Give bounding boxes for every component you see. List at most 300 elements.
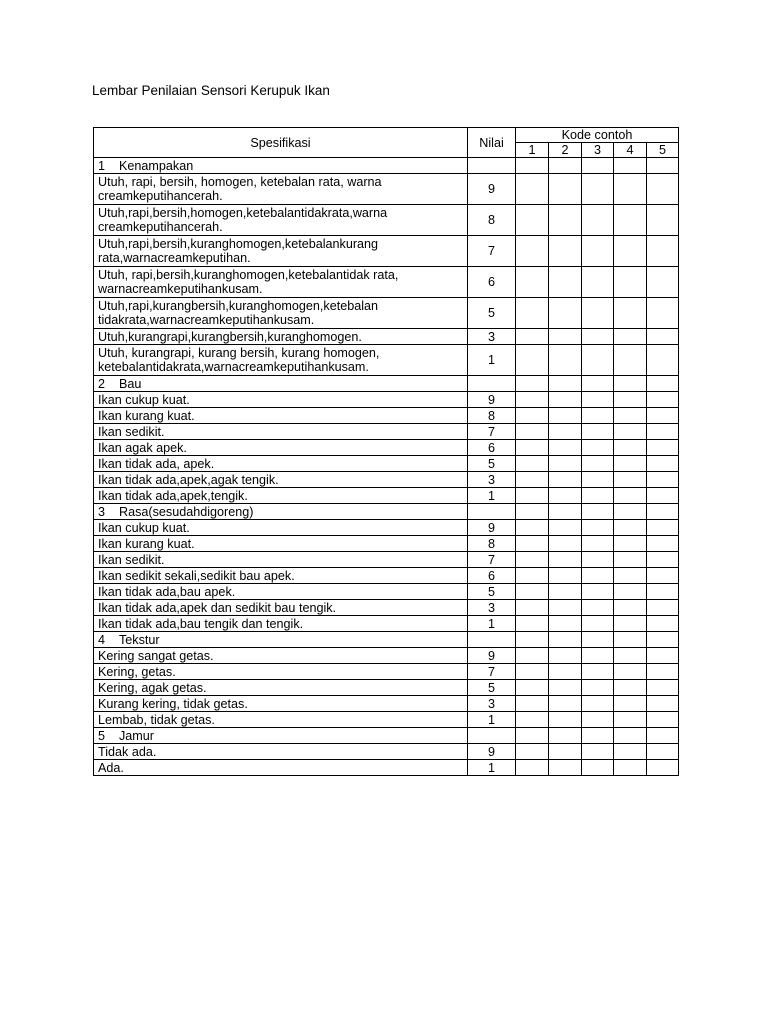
- spec-line: Utuh, rapi, bersih, homogen, ketebalan rata, warna: [98, 175, 382, 189]
- score-cell-kode-4[interactable]: [614, 472, 647, 488]
- sensory-evaluation-table: [93, 127, 679, 776]
- section-score-cell-1: [516, 504, 549, 520]
- spec-cell: [94, 760, 468, 776]
- score-cell-kode-3[interactable]: [582, 680, 614, 696]
- score-cell-kode-2[interactable]: [549, 488, 582, 504]
- spec-line: Lembab, tidak getas.: [98, 712, 215, 727]
- section-score-cell-1: [516, 728, 549, 744]
- score-cell-kode-1[interactable]: [516, 584, 549, 600]
- score-cell-kode-3[interactable]: [582, 568, 614, 584]
- nilai-cell: 3: [468, 329, 516, 345]
- score-cell-kode-2[interactable]: [549, 584, 582, 600]
- score-cell-kode-4[interactable]: [614, 174, 647, 205]
- table-row: [94, 329, 679, 345]
- score-cell-kode-3[interactable]: [582, 456, 614, 472]
- score-cell-kode-3[interactable]: [582, 584, 614, 600]
- score-cell-kode-5[interactable]: [647, 267, 679, 298]
- section-nilai-cell: [468, 158, 516, 174]
- score-cell-kode-4[interactable]: [614, 205, 647, 236]
- score-cell-kode-2[interactable]: [549, 236, 582, 267]
- score-cell-kode-2[interactable]: [549, 744, 582, 760]
- header-kode-contoh: Kode contoh: [516, 128, 679, 143]
- score-cell-kode-3[interactable]: [582, 424, 614, 440]
- nilai-cell: 7: [468, 236, 516, 267]
- score-cell-kode-5[interactable]: [647, 712, 679, 728]
- header-spesifikasi: Spesifikasi: [94, 128, 468, 158]
- score-cell-kode-1[interactable]: [516, 680, 549, 696]
- table-row: [94, 600, 679, 616]
- score-cell-kode-3[interactable]: [582, 345, 614, 376]
- score-cell-kode-5[interactable]: [647, 298, 679, 329]
- score-cell-kode-1[interactable]: [516, 392, 549, 408]
- score-cell-kode-5[interactable]: [647, 584, 679, 600]
- score-cell-kode-1[interactable]: [516, 744, 549, 760]
- score-cell-kode-5[interactable]: [647, 536, 679, 552]
- section-nilai-cell: [468, 376, 516, 392]
- section-row: [94, 728, 679, 744]
- score-cell-kode-5[interactable]: [647, 236, 679, 267]
- score-cell-kode-4[interactable]: [614, 552, 647, 568]
- score-cell-kode-1[interactable]: [516, 520, 549, 536]
- score-cell-kode-5[interactable]: [647, 424, 679, 440]
- score-cell-kode-2[interactable]: [549, 520, 582, 536]
- section-name: Kenampakan: [119, 158, 194, 173]
- nilai-cell: 6: [468, 267, 516, 298]
- score-cell-kode-2[interactable]: [549, 205, 582, 236]
- spec-line: Ikan tidak ada,apek dan sedikit bau tengik.: [98, 600, 337, 615]
- score-cell-kode-4[interactable]: [614, 696, 647, 712]
- table-row: [94, 584, 679, 600]
- score-cell-kode-2[interactable]: [549, 267, 582, 298]
- section-row: [94, 504, 679, 520]
- section-score-cell-4: [614, 158, 647, 174]
- spec-cell: [94, 456, 468, 472]
- score-cell-kode-5[interactable]: [647, 345, 679, 376]
- section-score-cell-5: [647, 504, 679, 520]
- spec-line: Utuh,kurangrapi,kurangbersih,kuranghomogen.: [98, 329, 362, 344]
- score-cell-kode-3[interactable]: [582, 664, 614, 680]
- spec-cell: [94, 205, 468, 236]
- section-nilai-cell: [468, 728, 516, 744]
- section-score-cell-1: [516, 376, 549, 392]
- section-score-cell-1: [516, 158, 549, 174]
- score-cell-kode-4[interactable]: [614, 568, 647, 584]
- table-row: [94, 744, 679, 760]
- score-cell-kode-3[interactable]: [582, 236, 614, 267]
- nilai-cell: 8: [468, 408, 516, 424]
- table-row: [94, 267, 679, 298]
- section-score-cell-5: [647, 158, 679, 174]
- score-cell-kode-1[interactable]: [516, 267, 549, 298]
- spec-line: ketebalantidakrata,warnacreamkeputihankusam.: [98, 360, 369, 374]
- score-cell-kode-5[interactable]: [647, 174, 679, 205]
- table-row: [94, 456, 679, 472]
- section-score-cell-5: [647, 728, 679, 744]
- score-cell-kode-4[interactable]: [614, 536, 647, 552]
- spec-cell: [94, 712, 468, 728]
- section-title: [94, 376, 468, 392]
- section-score-cell-4: [614, 632, 647, 648]
- score-cell-kode-4[interactable]: [614, 616, 647, 632]
- table-row: [94, 712, 679, 728]
- score-cell-kode-2[interactable]: [549, 424, 582, 440]
- score-cell-kode-5[interactable]: [647, 520, 679, 536]
- nilai-cell: 9: [468, 648, 516, 664]
- score-cell-kode-4[interactable]: [614, 456, 647, 472]
- score-cell-kode-3[interactable]: [582, 648, 614, 664]
- section-name: Rasa(sesudahdigoreng): [119, 504, 254, 519]
- nilai-cell: 3: [468, 696, 516, 712]
- spec-line: tidakrata,warnacreamkeputihankusam.: [98, 313, 315, 327]
- section-score-cell-4: [614, 728, 647, 744]
- score-cell-kode-2[interactable]: [549, 174, 582, 205]
- section-score-cell-5: [647, 376, 679, 392]
- spec-line: Tidak ada.: [98, 744, 157, 759]
- score-cell-kode-4[interactable]: [614, 329, 647, 345]
- section-score-cell-3: [582, 504, 614, 520]
- header-kode-3: 3: [582, 143, 614, 158]
- section-number: 4: [98, 632, 106, 647]
- score-cell-kode-3[interactable]: [582, 392, 614, 408]
- score-cell-kode-3[interactable]: [582, 440, 614, 456]
- spec-line: Kering sangat getas.: [98, 648, 214, 663]
- score-cell-kode-1[interactable]: [516, 345, 549, 376]
- score-cell-kode-2[interactable]: [549, 760, 582, 776]
- spec-line: Ikan sedikit.: [98, 552, 165, 567]
- table-row: [94, 760, 679, 776]
- table-row: [94, 298, 679, 329]
- spec-line: rata,warnacreamkeputihan.: [98, 251, 251, 265]
- score-cell-kode-2[interactable]: [549, 440, 582, 456]
- table-row: [94, 205, 679, 236]
- nilai-cell: 3: [468, 600, 516, 616]
- score-cell-kode-1[interactable]: [516, 472, 549, 488]
- spec-line: Ikan agak apek.: [98, 440, 187, 455]
- score-cell-kode-1[interactable]: [516, 174, 549, 205]
- header-kode-5: 5: [647, 143, 679, 158]
- spec-line: Utuh,rapi,bersih,kuranghomogen,ketebalankurang: [98, 237, 379, 251]
- section-title: [94, 504, 468, 520]
- section-score-cell-3: [582, 158, 614, 174]
- score-cell-kode-2[interactable]: [549, 329, 582, 345]
- score-cell-kode-2[interactable]: [549, 712, 582, 728]
- nilai-cell: 8: [468, 205, 516, 236]
- table-row: [94, 440, 679, 456]
- spec-line: warnacreamkeputihankusam.: [98, 282, 263, 296]
- nilai-cell: 1: [468, 488, 516, 504]
- nilai-cell: 5: [468, 456, 516, 472]
- score-cell-kode-5[interactable]: [647, 648, 679, 664]
- table-row: [94, 392, 679, 408]
- score-cell-kode-2[interactable]: [549, 392, 582, 408]
- nilai-cell: 7: [468, 664, 516, 680]
- spec-cell: [94, 584, 468, 600]
- nilai-cell: 1: [468, 616, 516, 632]
- score-cell-kode-4[interactable]: [614, 584, 647, 600]
- spec-cell: [94, 616, 468, 632]
- table-row: [94, 236, 679, 267]
- section-score-cell-5: [647, 632, 679, 648]
- score-cell-kode-1[interactable]: [516, 456, 549, 472]
- score-cell-kode-3[interactable]: [582, 520, 614, 536]
- section-title: [94, 632, 468, 648]
- score-cell-kode-5[interactable]: [647, 760, 679, 776]
- score-cell-kode-1[interactable]: [516, 440, 549, 456]
- score-cell-kode-3[interactable]: [582, 472, 614, 488]
- score-cell-kode-4[interactable]: [614, 520, 647, 536]
- score-cell-kode-5[interactable]: [647, 600, 679, 616]
- spec-cell: [94, 298, 468, 329]
- section-nilai-cell: [468, 504, 516, 520]
- score-cell-kode-5[interactable]: [647, 664, 679, 680]
- nilai-cell: 3: [468, 472, 516, 488]
- spec-cell: [94, 600, 468, 616]
- score-cell-kode-4[interactable]: [614, 744, 647, 760]
- table-row: [94, 648, 679, 664]
- score-cell-kode-1[interactable]: [516, 760, 549, 776]
- score-cell-kode-4[interactable]: [614, 760, 647, 776]
- score-cell-kode-1[interactable]: [516, 205, 549, 236]
- score-cell-kode-2[interactable]: [549, 568, 582, 584]
- section-number: 3: [98, 504, 106, 519]
- spec-line: Utuh,rapi,kurangbersih,kuranghomogen,ketebalan: [98, 299, 379, 313]
- score-cell-kode-4[interactable]: [614, 424, 647, 440]
- section-score-cell-4: [614, 376, 647, 392]
- spec-line: Kering, agak getas.: [98, 680, 207, 695]
- section-number: 2: [98, 376, 106, 391]
- score-cell-kode-3[interactable]: [582, 267, 614, 298]
- score-cell-kode-1[interactable]: [516, 568, 549, 584]
- score-cell-kode-3[interactable]: [582, 600, 614, 616]
- score-cell-kode-1[interactable]: [516, 696, 549, 712]
- score-cell-kode-1[interactable]: [516, 424, 549, 440]
- score-cell-kode-2[interactable]: [549, 298, 582, 329]
- nilai-cell: 9: [468, 174, 516, 205]
- score-cell-kode-1[interactable]: [516, 298, 549, 329]
- table-row: [94, 568, 679, 584]
- section-score-cell-3: [582, 728, 614, 744]
- table-row: [94, 680, 679, 696]
- score-cell-kode-4[interactable]: [614, 345, 647, 376]
- header-kode-4: 4: [614, 143, 647, 158]
- score-cell-kode-3[interactable]: [582, 696, 614, 712]
- section-row: [94, 376, 679, 392]
- score-cell-kode-5[interactable]: [647, 680, 679, 696]
- nilai-cell: 6: [468, 568, 516, 584]
- table-row: [94, 552, 679, 568]
- score-cell-kode-3[interactable]: [582, 205, 614, 236]
- score-cell-kode-5[interactable]: [647, 329, 679, 345]
- spec-cell: [94, 520, 468, 536]
- score-cell-kode-5[interactable]: [647, 696, 679, 712]
- score-cell-kode-5[interactable]: [647, 552, 679, 568]
- spec-line: Utuh, kurangrapi, kurang bersih, kurang homogen,: [98, 346, 380, 360]
- score-cell-kode-1[interactable]: [516, 552, 549, 568]
- section-score-cell-3: [582, 632, 614, 648]
- nilai-cell: 1: [468, 345, 516, 376]
- nilai-cell: 9: [468, 520, 516, 536]
- score-cell-kode-5[interactable]: [647, 488, 679, 504]
- spec-cell: [94, 488, 468, 504]
- spec-line: Ikan cukup kuat.: [98, 520, 190, 535]
- header-kode-2: 2: [549, 143, 582, 158]
- section-score-cell-1: [516, 632, 549, 648]
- spec-cell: [94, 568, 468, 584]
- score-cell-kode-5[interactable]: [647, 472, 679, 488]
- spec-cell: [94, 345, 468, 376]
- header-nilai: Nilai: [468, 128, 516, 158]
- score-cell-kode-2[interactable]: [549, 696, 582, 712]
- score-cell-kode-5[interactable]: [647, 568, 679, 584]
- score-cell-kode-1[interactable]: [516, 712, 549, 728]
- table-row: [94, 472, 679, 488]
- score-cell-kode-4[interactable]: [614, 392, 647, 408]
- spec-line: Ikan tidak ada,bau tengik dan tengik.: [98, 616, 304, 631]
- spec-line: creamkeputihancerah.: [98, 220, 223, 234]
- spec-line: Kering, getas.: [98, 664, 176, 679]
- nilai-cell: 8: [468, 536, 516, 552]
- score-cell-kode-5[interactable]: [647, 456, 679, 472]
- score-cell-kode-2[interactable]: [549, 536, 582, 552]
- spec-cell: [94, 424, 468, 440]
- section-title: [94, 728, 468, 744]
- score-cell-kode-1[interactable]: [516, 408, 549, 424]
- spec-cell: [94, 552, 468, 568]
- score-cell-kode-1[interactable]: [516, 648, 549, 664]
- nilai-cell: 7: [468, 424, 516, 440]
- score-cell-kode-1[interactable]: [516, 488, 549, 504]
- score-cell-kode-4[interactable]: [614, 648, 647, 664]
- score-cell-kode-2[interactable]: [549, 552, 582, 568]
- score-cell-kode-2[interactable]: [549, 616, 582, 632]
- score-cell-kode-3[interactable]: [582, 552, 614, 568]
- spec-line: Utuh, rapi,bersih,kuranghomogen,ketebalantidak rata,: [98, 268, 399, 282]
- spec-line: Ikan sedikit.: [98, 424, 165, 439]
- score-cell-kode-1[interactable]: [516, 329, 549, 345]
- score-cell-kode-4[interactable]: [614, 408, 647, 424]
- nilai-cell: 6: [468, 440, 516, 456]
- table-body: [94, 158, 679, 776]
- spec-line: Ikan tidak ada, apek.: [98, 456, 215, 471]
- spec-line: Ikan sedikit sekali,sedikit bau apek.: [98, 568, 295, 583]
- score-cell-kode-3[interactable]: [582, 329, 614, 345]
- section-number: 1: [98, 158, 106, 173]
- score-cell-kode-2[interactable]: [549, 680, 582, 696]
- spec-cell: [94, 744, 468, 760]
- score-cell-kode-5[interactable]: [647, 205, 679, 236]
- score-cell-kode-1[interactable]: [516, 236, 549, 267]
- score-cell-kode-4[interactable]: [614, 298, 647, 329]
- spec-cell: [94, 680, 468, 696]
- score-cell-kode-4[interactable]: [614, 680, 647, 696]
- score-cell-kode-4[interactable]: [614, 236, 647, 267]
- section-name: Bau: [119, 376, 142, 391]
- spec-line: Ikan tidak ada,bau apek.: [98, 584, 236, 599]
- score-cell-kode-2[interactable]: [549, 648, 582, 664]
- score-cell-kode-1[interactable]: [516, 664, 549, 680]
- score-cell-kode-4[interactable]: [614, 440, 647, 456]
- document-title: Lembar Penilaian Sensori Kerupuk Ikan: [92, 83, 330, 98]
- nilai-cell: 5: [468, 584, 516, 600]
- section-score-cell-3: [582, 376, 614, 392]
- table-row: [94, 616, 679, 632]
- score-cell-kode-4[interactable]: [614, 712, 647, 728]
- nilai-cell: 9: [468, 392, 516, 408]
- score-cell-kode-2[interactable]: [549, 664, 582, 680]
- score-cell-kode-3[interactable]: [582, 408, 614, 424]
- score-cell-kode-1[interactable]: [516, 616, 549, 632]
- nilai-cell: 5: [468, 298, 516, 329]
- table-row: [94, 488, 679, 504]
- score-cell-kode-5[interactable]: [647, 408, 679, 424]
- spec-cell: [94, 536, 468, 552]
- score-cell-kode-5[interactable]: [647, 440, 679, 456]
- score-cell-kode-1[interactable]: [516, 536, 549, 552]
- score-cell-kode-3[interactable]: [582, 298, 614, 329]
- nilai-cell: 9: [468, 744, 516, 760]
- spec-line: Ikan tidak ada,apek,agak tengik.: [98, 472, 279, 487]
- spec-line: Kurang kering, tidak getas.: [98, 696, 248, 711]
- score-cell-kode-1[interactable]: [516, 600, 549, 616]
- score-cell-kode-3[interactable]: [582, 712, 614, 728]
- score-cell-kode-4[interactable]: [614, 600, 647, 616]
- table-row: [94, 174, 679, 205]
- score-cell-kode-2[interactable]: [549, 345, 582, 376]
- header-kode-1: 1: [516, 143, 549, 158]
- score-cell-kode-5[interactable]: [647, 392, 679, 408]
- section-row: [94, 632, 679, 648]
- table-row: [94, 664, 679, 680]
- score-cell-kode-3[interactable]: [582, 536, 614, 552]
- score-cell-kode-2[interactable]: [549, 456, 582, 472]
- score-cell-kode-3[interactable]: [582, 744, 614, 760]
- spec-cell: [94, 392, 468, 408]
- section-nilai-cell: [468, 632, 516, 648]
- spec-cell: [94, 236, 468, 267]
- section-name: Tekstur: [119, 632, 160, 647]
- spec-cell: [94, 408, 468, 424]
- table-row: [94, 520, 679, 536]
- score-cell-kode-4[interactable]: [614, 664, 647, 680]
- table-row: [94, 696, 679, 712]
- spec-line: Ikan kurang kuat.: [98, 408, 195, 423]
- section-score-cell-2: [549, 728, 582, 744]
- spec-cell: [94, 696, 468, 712]
- score-cell-kode-2[interactable]: [549, 600, 582, 616]
- spec-cell: [94, 440, 468, 456]
- score-cell-kode-2[interactable]: [549, 408, 582, 424]
- table-row: [94, 536, 679, 552]
- nilai-cell: 1: [468, 712, 516, 728]
- score-cell-kode-4[interactable]: [614, 267, 647, 298]
- section-score-cell-2: [549, 632, 582, 648]
- table-row: [94, 424, 679, 440]
- score-cell-kode-3[interactable]: [582, 488, 614, 504]
- score-cell-kode-2[interactable]: [549, 472, 582, 488]
- score-cell-kode-3[interactable]: [582, 174, 614, 205]
- spec-cell: [94, 648, 468, 664]
- score-cell-kode-3[interactable]: [582, 616, 614, 632]
- spec-cell: [94, 267, 468, 298]
- section-score-cell-4: [614, 504, 647, 520]
- nilai-cell: 5: [468, 680, 516, 696]
- score-cell-kode-5[interactable]: [647, 616, 679, 632]
- spec-line: Ada.: [98, 760, 124, 775]
- spec-cell: [94, 174, 468, 205]
- score-cell-kode-4[interactable]: [614, 488, 647, 504]
- score-cell-kode-3[interactable]: [582, 760, 614, 776]
- score-cell-kode-5[interactable]: [647, 744, 679, 760]
